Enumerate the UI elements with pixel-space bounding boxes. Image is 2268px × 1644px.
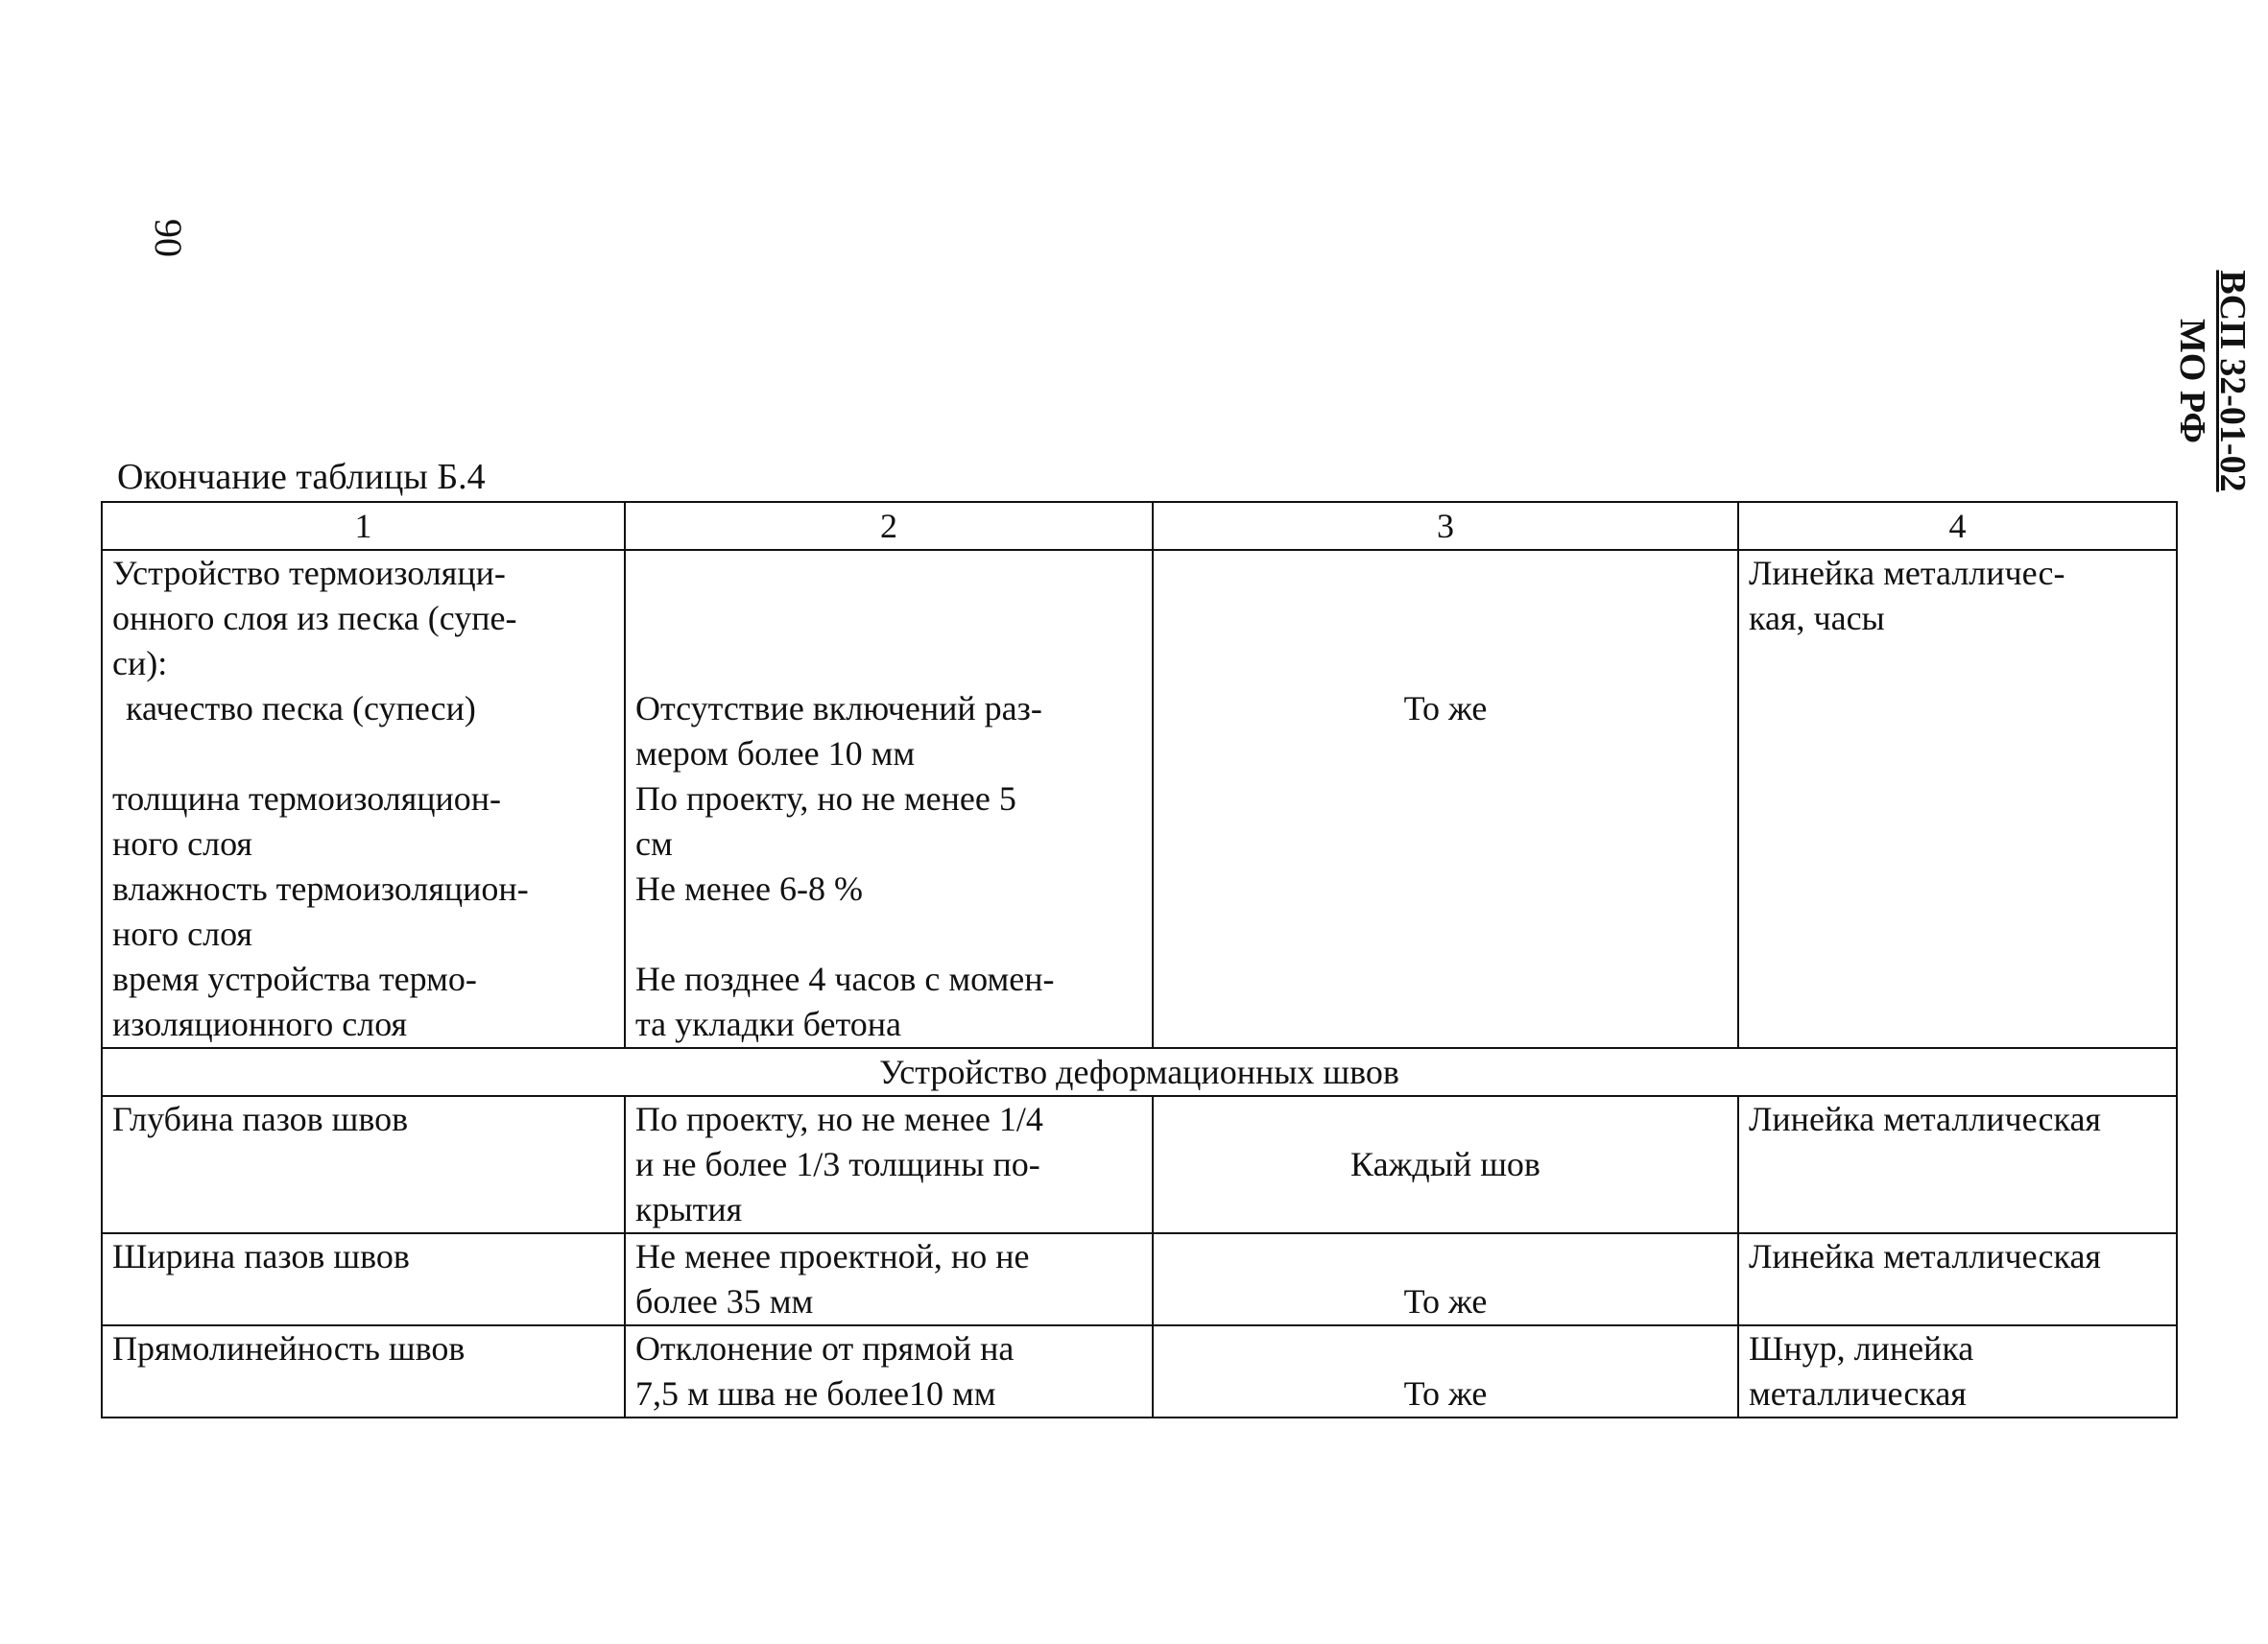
table-cell: Не менее проектной, но не более 35 мм: [625, 1233, 1153, 1325]
table-row: [102, 550, 2177, 1048]
table-header-row: [102, 502, 2177, 550]
table-cell: Глубина пазов швов: [102, 1096, 625, 1233]
table-cell: Каждый шов: [1153, 1096, 1738, 1233]
document-code-line2: МО РФ: [2172, 318, 2212, 444]
table-cell: Линейка металлическая: [1738, 1096, 2177, 1233]
column-header: 4: [1738, 502, 2177, 550]
table-cell: То же: [1153, 1233, 1738, 1325]
table-row: [102, 1233, 2177, 1325]
column-header: 3: [1153, 502, 1738, 550]
table-cell: Линейка металлическая: [1738, 1233, 2177, 1325]
table-cell: То же: [1153, 550, 1738, 1048]
table-cell: То же: [1153, 1325, 1738, 1418]
column-header: 1: [102, 502, 625, 550]
section-row: [102, 1048, 2177, 1096]
page-number: 90: [147, 219, 190, 257]
table-caption: Окончание таблицы Б.4: [117, 457, 486, 497]
section-title: Устройство деформационных швов: [102, 1048, 2177, 1096]
table-row: [102, 1096, 2177, 1233]
table-cell: Линейка металличес- кая, часы: [1738, 550, 2177, 1048]
table-cell: Шнур, линейка металлическая: [1738, 1325, 2177, 1418]
table-cell: Прямолинейность швов: [102, 1325, 625, 1418]
table-cell: Отсутствие включений раз- мером более 10 мм По проекту, но не менее 5 см Не менее 6-8 % Не позднее 4 часов с момен- та укладки бетона: [625, 550, 1153, 1048]
table-cell: Ширина пазов швов: [102, 1233, 625, 1325]
table-cell: Отклонение от прямой на 7,5 м шва не более10 мм: [625, 1325, 1153, 1418]
column-header: 2: [625, 502, 1153, 550]
document-code: [2172, 237, 2253, 525]
table-row: [102, 1325, 2177, 1418]
table-cell: По проекту, но не менее 1/4 и не более 1/3 толщины по- крытия: [625, 1096, 1153, 1233]
document-code-line1: ВСП 32-01-02: [2212, 270, 2253, 492]
requirements-table: [101, 501, 2178, 1418]
table-cell: Устройство термоизоляци- онного слоя из песка (супе- си): качество песка (супеси) толщина термоизоляцион- ного слоя влажность термоизоляцион- ного слоя время устройства термо- изоляционного слоя: [102, 550, 625, 1048]
